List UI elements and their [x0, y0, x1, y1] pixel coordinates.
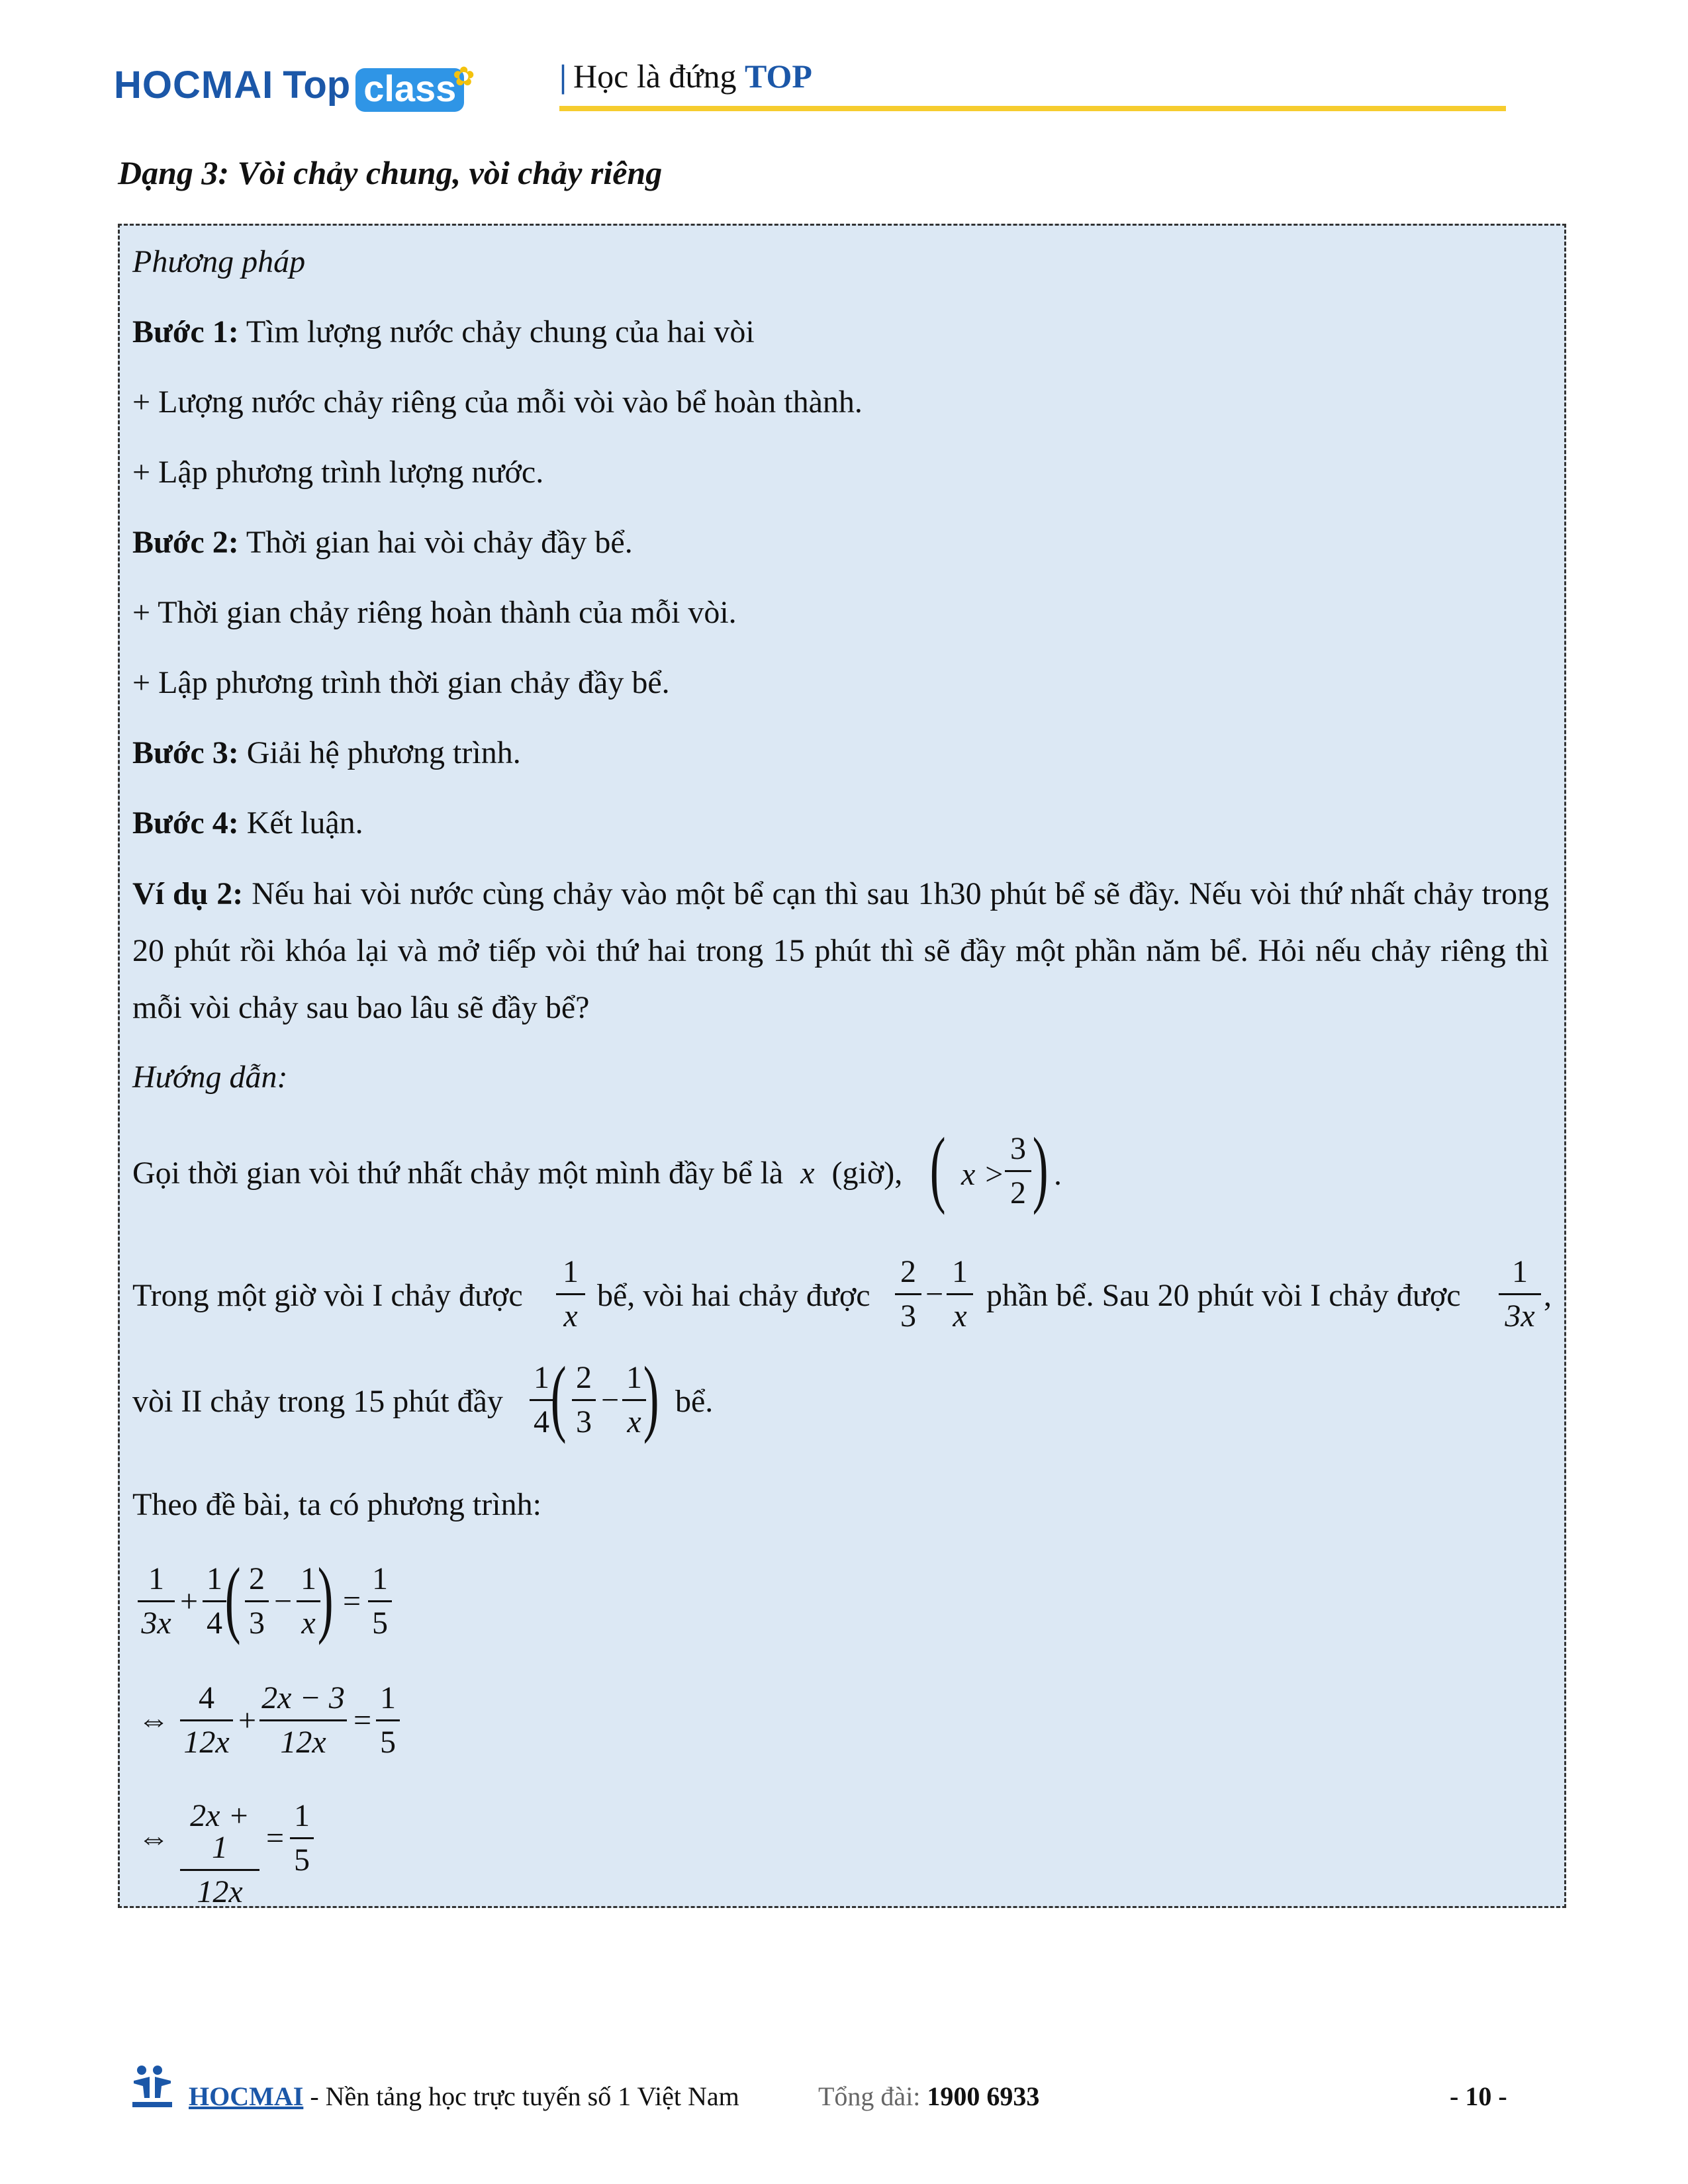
- fraction-1-over-x-2: 1 x: [947, 1256, 973, 1332]
- eq2-fraction-2x-3-over-12x: 2x − 3 12x: [259, 1682, 347, 1758]
- tagline-divider: |: [559, 58, 567, 95]
- step-4-text: Kết luận.: [238, 805, 363, 841]
- guide-line-1: [132, 1155, 902, 1192]
- logo-top-text: Top: [283, 63, 351, 107]
- footer-phone-number: 1900 6933: [927, 2081, 1040, 2111]
- step-3-label: Bước 3:: [132, 735, 239, 770]
- eq2-fraction-1-over-5: 1 5: [376, 1682, 400, 1758]
- eq1-fraction-1-over-x: 1 x: [297, 1563, 320, 1639]
- method-label: Phương pháp: [132, 244, 306, 279]
- eq1-fraction-1-over-4: 1 4: [203, 1563, 226, 1639]
- eq2-equiv-icon: ⇔: [138, 1703, 169, 1738]
- step-4: [132, 805, 363, 842]
- eq3-equiv-icon: ⇔: [138, 1821, 169, 1856]
- fraction-1-over-3x: 1 3x: [1499, 1256, 1541, 1332]
- example-2: [132, 866, 1549, 1036]
- footer-phone: [818, 2081, 1039, 2112]
- eq2-equals: =: [353, 1703, 372, 1738]
- logo-hocmai-text: HOCMAI: [114, 63, 274, 107]
- header-tagline: [559, 57, 812, 95]
- fraction-1-over-4: 1 4: [530, 1362, 553, 1438]
- denominator: 2: [1010, 1175, 1026, 1210]
- condition-lhs: x >: [961, 1157, 1005, 1192]
- paren-open: (: [550, 1349, 567, 1445]
- step-2-label: Bước 2:: [132, 525, 239, 560]
- footer-slogan-line: [189, 2081, 739, 2112]
- eq3-fraction-2x-1-over-12x: 2x + 1 12x: [180, 1800, 259, 1908]
- unit-hours: (giờ),: [831, 1156, 903, 1191]
- guide-label: Hướng dẫn:: [132, 1060, 288, 1095]
- fraction-1-over-x: 1 x: [556, 1256, 585, 1332]
- guide-line-4: Theo đề bài, ta có phương trình:: [132, 1487, 541, 1522]
- footer-phone-label: Tổng đài:: [818, 2081, 921, 2111]
- eq1-fraction-2-over-3: 2 3: [245, 1563, 269, 1639]
- step-2-text: Thời gian hai vòi chảy đầy bể.: [238, 525, 633, 560]
- eq1-fraction-1-over-5: 1 5: [368, 1563, 392, 1639]
- step-4-label: Bước 4:: [132, 805, 239, 841]
- logo-class-badge: [355, 62, 475, 112]
- eq2-fraction-4-over-12x: 4 12x: [180, 1682, 233, 1758]
- footer-brand-link[interactable]: HOCMAI: [189, 2081, 304, 2111]
- numerator: 3: [1010, 1131, 1026, 1166]
- paren-close: ): [643, 1349, 659, 1445]
- example-text: Nếu hai vòi nước cùng chảy vào một bể cạn thì sau 1h30 phút bể sẽ đầy. Nếu vòi thứ nhất chảy trong 20 phút rồi khóa lại và mở tiếp vòi thứ hai trong 15 phút thì sẽ đầy một phần năm bể. Hỏi nếu chảy riêng thì mỗi vòi chảy sau bao lâu sẽ đầy bể?: [132, 876, 1550, 1025]
- footer-slogan: - Nền tảng học trực tuyến số 1 Việt Nam: [303, 2081, 739, 2111]
- step-2-bullet-2: + Lập phương trình thời gian chảy đầy bể.: [132, 665, 670, 700]
- paren-close: ): [1032, 1120, 1049, 1216]
- guide-line-2a: Trong một giờ vòi I chảy được: [132, 1278, 523, 1313]
- period: .: [1054, 1157, 1062, 1192]
- step-1-bullet-1: + Lượng nước chảy riêng của mỗi vòi vào bể hoàn thành.: [132, 385, 863, 420]
- eq1-minus: −: [274, 1584, 293, 1619]
- step-2: [132, 524, 633, 561]
- step-1-bullet-2: + Lập phương trình lượng nước.: [132, 455, 544, 490]
- fraction-3-over-2: [1005, 1133, 1031, 1209]
- minus-sign: −: [925, 1277, 944, 1312]
- step-3: [132, 735, 521, 772]
- eq3-equals: =: [266, 1821, 285, 1856]
- fraction-1-over-x: 1 x: [622, 1362, 646, 1438]
- guide-line-2c: phần bể. Sau 20 phút vòi I chảy được: [986, 1278, 1461, 1313]
- guide-line-2b: bể, vòi hai chảy được: [597, 1278, 870, 1313]
- eq1-fraction-1-over-3x: 1 3x: [138, 1563, 175, 1639]
- eq1-paren-close: ): [317, 1551, 334, 1646]
- hocmai-footer-logo-icon: [131, 2064, 173, 2110]
- header-underline: [559, 106, 1506, 111]
- fraction-2-over-3: 2 3: [895, 1256, 921, 1332]
- hocmai-topclass-logo: [114, 58, 475, 111]
- step-1-text: Tìm lượng nước chảy chung của hai vòi: [238, 314, 755, 349]
- guide-line-3b: bể.: [675, 1384, 714, 1419]
- eq1-plus: +: [180, 1584, 199, 1619]
- eq3-fraction-1-over-5: 1 5: [290, 1800, 314, 1876]
- star-icon: ✿: [452, 62, 475, 91]
- comma: ,: [1544, 1278, 1552, 1313]
- tagline-text: Học là đứng: [573, 58, 737, 95]
- eq2-plus: +: [238, 1703, 257, 1738]
- guide-line-1-text: Gọi thời gian vòi thứ nhất chảy một mình đầy bể là: [132, 1156, 784, 1191]
- eq1-paren-open: (: [224, 1551, 241, 1646]
- section-title: Dạng 3: Vòi chảy chung, vòi chảy riêng: [118, 154, 663, 191]
- page-number: - 10 -: [1450, 2081, 1507, 2111]
- example-label: Ví dụ 2:: [132, 876, 244, 911]
- step-2-bullet-1: + Thời gian chảy riêng hoàn thành của mỗi vòi.: [132, 595, 737, 630]
- paren-open: (: [929, 1120, 946, 1216]
- guide-line-3a: vòi II chảy trong 15 phút đầy: [132, 1384, 503, 1419]
- logo-class-text: class: [363, 68, 457, 109]
- var-x: x: [800, 1156, 815, 1191]
- step-3-text: Giải hệ phương trình.: [238, 735, 521, 770]
- eq1-equals: =: [343, 1584, 361, 1619]
- fraction-2-over-3: 2 3: [572, 1362, 596, 1438]
- minus-sign: −: [601, 1383, 620, 1418]
- step-1-label: Bước 1:: [132, 314, 239, 349]
- step-1: [132, 314, 755, 351]
- tagline-highlight: TOP: [745, 58, 812, 95]
